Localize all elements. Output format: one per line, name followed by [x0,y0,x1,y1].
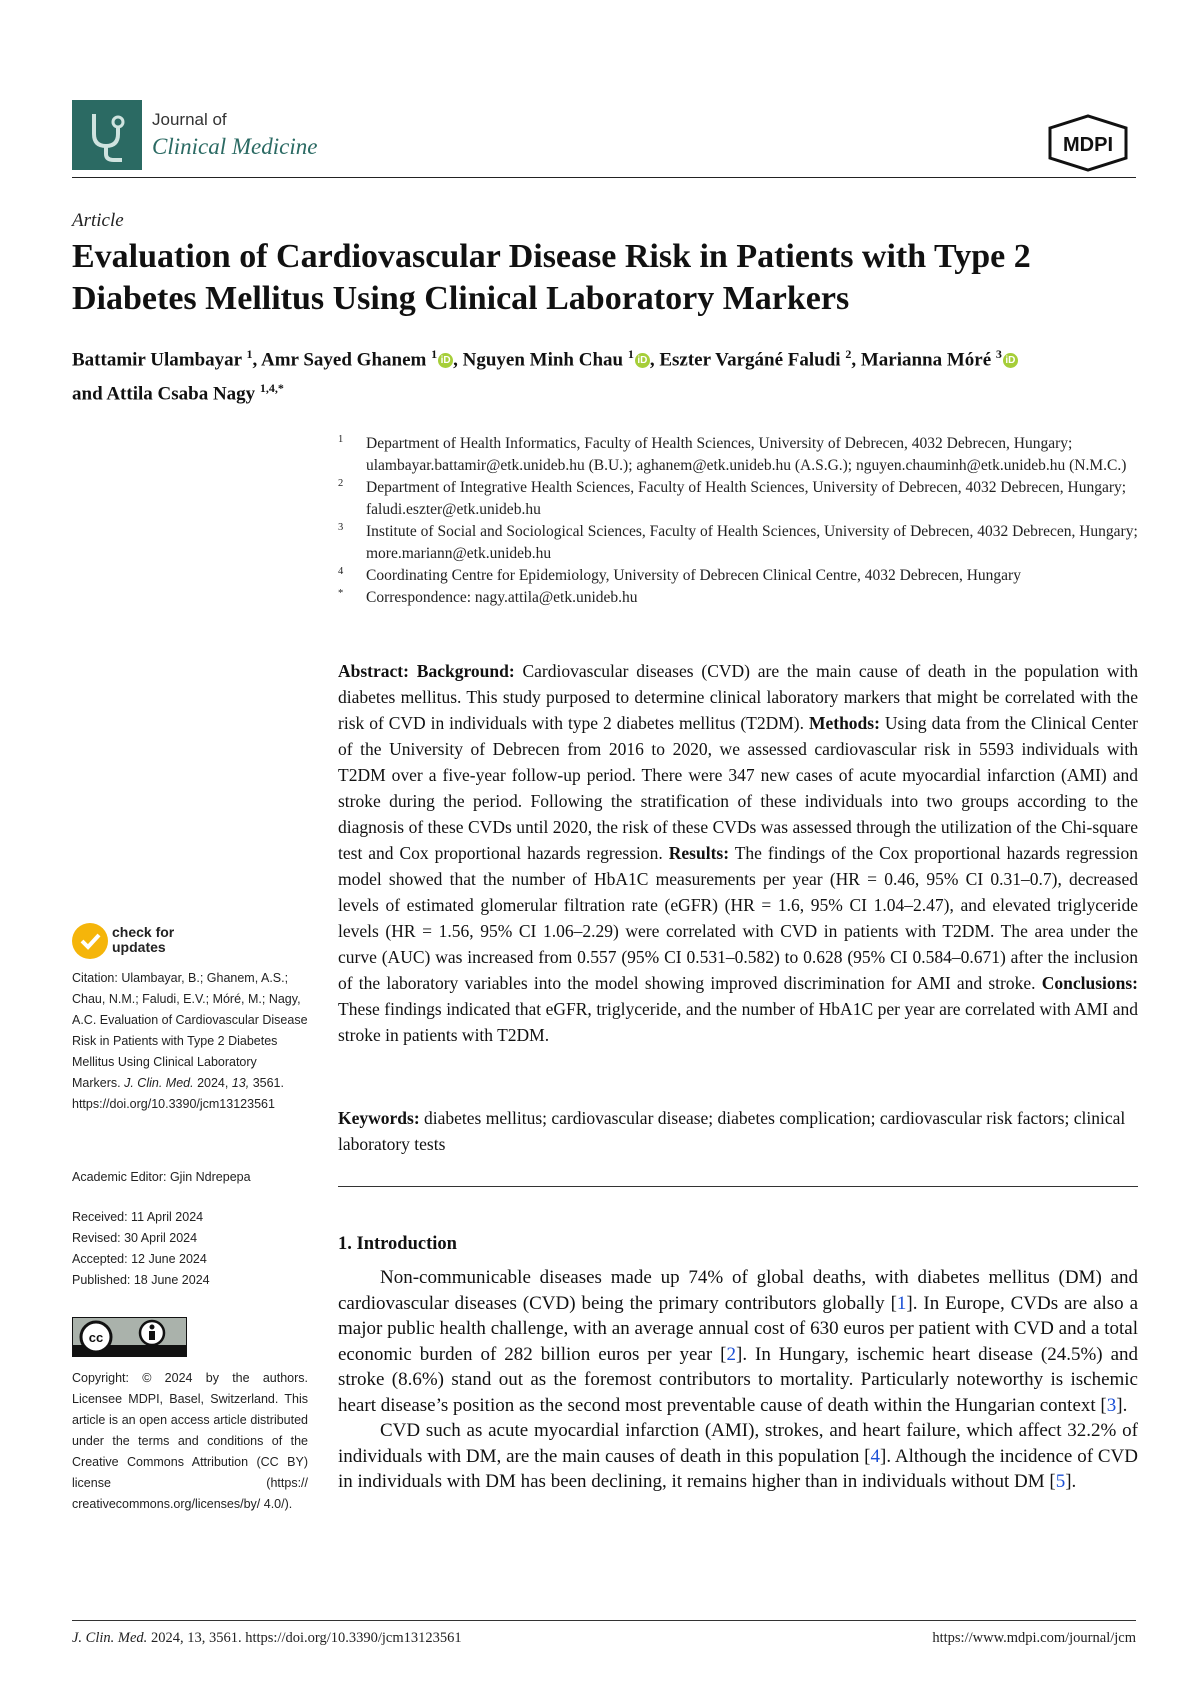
affiliation-item [338,521,1138,565]
author-separator: , [252,349,261,371]
affiliation-number: 4 [338,566,344,577]
citation-suffix[interactable]: 3561. https://doi.org/10.3390/jcm13123561 [72,1076,284,1111]
citation-journal: J. Clin. Med. [124,1076,194,1090]
keywords-text: diabetes mellitus; cardiovascular disease; diabetes complication; cardiovascular risk factors; clinical laboratory tests [338,1108,1126,1154]
academic-editor: Academic Editor: Gjin Ndrepepa [72,1170,251,1184]
footer-journal-url[interactable]: https://www.mdpi.com/journal/jcm [932,1630,1136,1646]
abstract-methods: Using data from the Clinical Center of the University of Debrecen from 2016 to 2020, we assessed cardiovascular risk in 5593 individuals with T2DM over a five-year follow-up period. There were 347 new cases of acute myocardial infarction (AMI) and stroke during the period. Following the stratification of these individuals into two groups according to the diagnosis of these CVDs until 2020, the risk of these CVDs was assessed through the utilization of the Chi-square test and Cox proportional hazards regression. [338,713,1139,863]
author-affiliation-marker: 3 [995,347,1002,361]
author-affiliation-marker: 1 [246,347,253,361]
affiliation-item [338,477,1138,521]
paper-title: Evaluation of Cardiovascular Disease Risk in Patients with Type 2 Diabetes Mellitus Using Clinical Laboratory Markers [72,238,1031,317]
intro-text: Non-communicable diseases made up 74% of global deaths, with diabetes mellitus (DM) and cardiovascular diseases (CVD) being the primary contributors globally [ [338,1267,1138,1314]
check-updates-line1: check for [112,924,175,940]
mdpi-logo-text: MDPI [1063,134,1113,156]
citation-year: 2024, [197,1076,229,1090]
orcid-icon[interactable]: iD [635,353,650,368]
affiliation-number: 1 [338,434,344,445]
check-for-updates-badge[interactable] [72,923,222,963]
intro-text: ]. [1116,1394,1128,1416]
intro-text: CVD such as acute myocardial infarction (AMI), strokes, and heart failure, which affect 32.2% of individuals with DM, are the main causes of death in this population [ [338,1420,1138,1467]
check-updates-line2: updates [112,939,166,955]
check-updates-icon [72,923,108,959]
citation-block [72,968,308,1115]
orcid-icon[interactable]: iD [1003,353,1018,368]
intro-text: ]. [1065,1471,1077,1492]
author-name: Battamir Ulambayar [72,349,247,371]
author-affiliation-marker: 1 [431,347,438,361]
abstract [338,658,1138,1048]
author-name: Marianna Móré [860,349,996,371]
intro-paragraph-2 [338,1418,1138,1495]
author-list [72,340,1152,409]
affiliation-text: Department of Health Informatics, Faculty of Health Sciences, University of Debrecen, 4032 Debrecen, Hungary; ulambayar.battamir@etk.unideb.hu (B.U.); aghanem@etk.unideb.hu (A.S.G.); nguyen.chauminh@etk.unideb.hu (N.M.C.) [366,435,1127,474]
date-revised: Revised: 30 April 2024 [72,1231,198,1245]
affiliation-text: Coordinating Centre for Epidemiology, University of Debrecen Clinical Centre, 4032 Debrecen, Hungary [366,567,1021,584]
footer-doi[interactable]: 2024, 13, 3561. https://doi.org/10.3390/jcm13123561 [150,1630,462,1646]
journal-name-line2: Clinical Medicine [152,134,318,159]
footer-citation [72,1630,462,1647]
intro-paragraph-1 [338,1265,1138,1418]
affiliation-text: Correspondence: nagy.attila@etk.unideb.hu [366,589,638,606]
citation-volume: 13, [231,1076,250,1090]
citation-prefix: Citation: Ulambayar, B.; Ghanem, A.S.; Chau, N.M.; Faludi, E.V.; Móré, M.; Nagy, A.C. Evaluation of Cardiovascular Disease Risk in Patients with Type 2 Diabetes Mellitus Using Clinical Laboratory Markers. [72,971,308,1090]
mdpi-logo[interactable] [1040,114,1136,172]
author-name: Eszter Vargáné Faludi [659,349,846,371]
date-received: Received: 11 April 2024 [72,1210,204,1224]
date-accepted: Accepted: 12 June 2024 [72,1252,207,1266]
footer-divider [72,1620,1136,1621]
copyright-notice: Copyright: © 2024 by the authors. Licensee MDPI, Basel, Switzerland. This article is an open access article distributed under the terms and conditions of the Creative Commons Attribution (CC BY) license (https:// creativecommons.org/licenses/by/ 4.0/). [72,1371,308,1511]
footer-journal: J. Clin. Med. [72,1630,148,1646]
keywords [338,1105,1138,1157]
abstract-label: Abstract: [338,661,409,681]
author-name: Nguyen Minh Chau [462,349,628,371]
author-affiliation-marker: 1 [627,347,634,361]
reference-link[interactable]: 5 [1055,1471,1066,1492]
affiliation-number: 3 [338,522,344,533]
abstract-conclusions: These findings indicated that eGFR, triglyceride, and the number of HbA1C per year are correlated with AMI and stroke in patients with T2DM. [338,999,1138,1045]
affiliation-text: Department of Integrative Health Sciences, Faculty of Health Sciences, University of Debrecen, 4032 Debrecen, Hungary; faludi.eszter@etk.unideb.hu [366,479,1127,518]
date-published: Published: 18 June 2024 [72,1273,210,1287]
affiliation-item [338,433,1138,477]
affiliation-item [338,587,1138,609]
results-label: Results: [668,843,730,863]
header-divider [72,177,1136,178]
intro-text: ]. In Hungary, ischemic heart disease (24.5%) and stroke (8.6%) stand out as the foremost contributors to mortality. Particularly noteworthy is ischemic heart disease’s position as the second most preventable cause of death within the Hungarian context [ [338,1343,1138,1416]
journal-logo [72,100,142,170]
methods-label: Methods: [808,713,880,733]
abstract-background: Cardiovascular diseases (CVD) are the main cause of death in the population with diabetes mellitus. This study purposed to determine clinical laboratory markers that might be correlated with the risk of CVD in individuals with type 2 diabetes mellitus (T2DM). [338,661,1139,733]
author-name: and Attila Csaba Nagy [72,383,260,405]
publication-dates [72,1207,312,1291]
author-separator: , [649,349,660,371]
orcid-icon[interactable]: iD [438,353,453,368]
affiliation-number: 2 [338,478,344,489]
affiliation-number: * [338,588,344,599]
reference-link[interactable]: 3 [1106,1394,1117,1416]
background-label: Background: [416,661,515,681]
affiliation-item [338,565,1138,587]
reference-link[interactable]: 4 [870,1445,881,1467]
affiliations [338,433,1138,609]
cc-by-license-icon[interactable] [72,1317,187,1357]
intro-text: ]. In Europe, CVDs are also a major public health challenge, with an average annual cost of 630 euros per patient with CVD and a total economic burden of 282 billion euros per year [ [338,1292,1138,1365]
author-name: Amr Sayed Ghanem [260,349,432,371]
author-separator: , [453,349,463,371]
stethoscope-icon [72,100,142,170]
author-affiliation-marker: 2 [845,347,852,361]
reference-link[interactable]: 1 [896,1292,907,1314]
conclusions-label: Conclusions: [1041,973,1139,993]
affiliation-text: Institute of Social and Sociological Sciences, Faculty of Health Sciences, University of Debrecen, 4032 Debrecen, Hungary; more.mariann@etk.unideb.hu [366,523,1138,562]
article-type: Article [72,210,124,231]
svg-text:cc: cc [88,1330,104,1345]
reference-link[interactable]: 2 [726,1343,736,1365]
abstract-results: The findings of the Cox proportional hazards regression model showed that the number of HbA1C measurements per year (HR = 0.46, 95% CI 0.31–0.7), decreased levels of estimated glomerular filtration rate (eGFR) (HR = 1.6, 95% CI 1.04–2.47), and elevated triglyceride levels (HR = 1.56, 95% CI 1.06–2.29) were correlated with CVD in patients with T2DM. The area under the curve (AUC) was increased from 0.557 (95% CI 0.531–0.582) to 0.628 (95% CI 0.584–0.671) after the inclusion of the laboratory variables into the model showing improved discrimination for AMI and stroke. [338,843,1138,993]
author-affiliation-marker: 1,4,* [259,381,284,396]
keywords-label: Keywords: [338,1108,420,1128]
intro-text: ]. Although the incidence of CVD in individuals with DM has been declining, it remains higher than in individuals without DM [ [338,1445,1138,1492]
journal-name-line1: Journal of [152,110,227,129]
introduction-body [338,1265,1138,1495]
author-separator: , [851,349,861,371]
section-heading-introduction: 1. Introduction [338,1234,457,1254]
abstract-divider [338,1186,1138,1187]
